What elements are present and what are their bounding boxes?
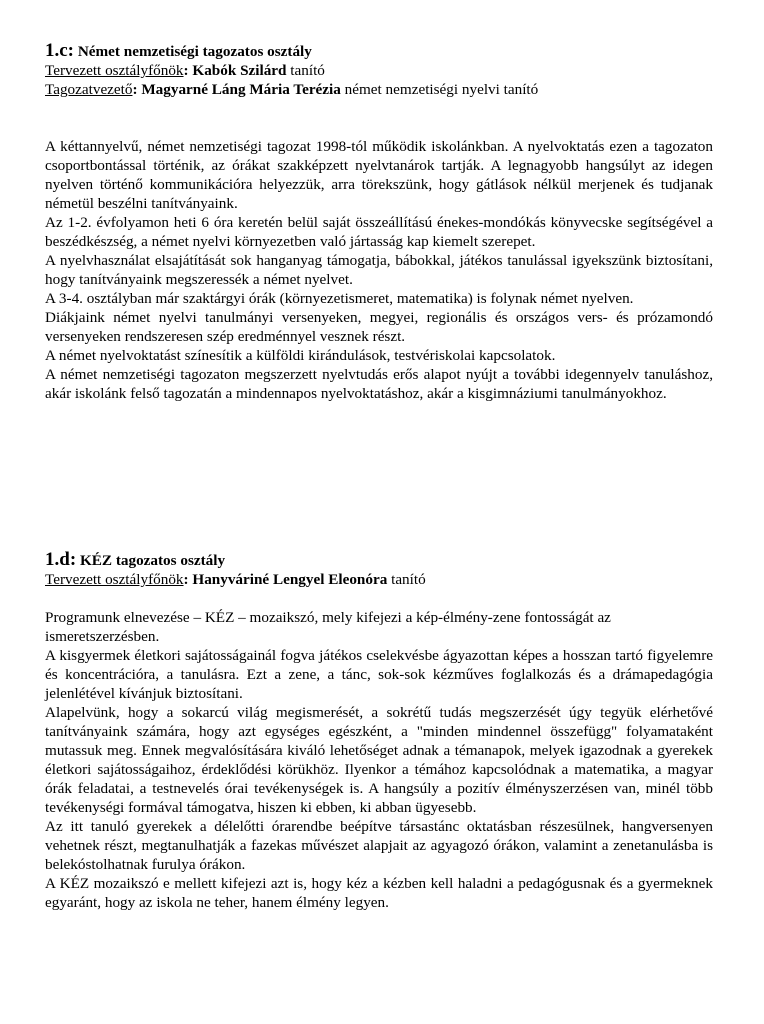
paragraph: A német nyelvoktatást színesítik a külföldi kirándulások, testvériskolai kapcsolatok. <box>45 347 556 364</box>
class-teacher-colon: : <box>183 62 193 79</box>
class-teacher-line <box>45 61 713 80</box>
class-teacher-role: tanító <box>391 571 426 588</box>
class-teacher-label: Tervezett osztályfőnök <box>45 571 184 588</box>
paragraph: Alapelvünk, hogy a sokarcú világ megismerését, a sokrétű tudás megszerzését úgy tegyük elérhetővé tanítványaink számára, hogy azt egységes egészként, a "minden mindennel összefügg" folyamataként mutassuk meg. Ennek megvalósítására kiváló lehetőséget adnak a témanapok, melyek igazodnak a gyerekek életkori sajátosságaihoz, érdeklődési körükhöz. Ilyenkor a témához kapcsolódnak a matematika, a magyar órák feladatai, a testnevelés órai tevékenységek is. A hangsúly a pozitív élményszerzésen van, minél több tevékenységi formával támogatva, hiszen ki ebben, ki abban ügyesebb. <box>45 704 713 816</box>
paragraph: Programunk elnevezése – KÉZ – mozaikszó, mely kifejezi a kép-élmény-zene fontosságát az ismeretszerzésben. <box>45 609 611 645</box>
class-teacher-role: tanító <box>290 62 325 79</box>
paragraph: Az 1-2. évfolyamon heti 6 óra keretén belül saját összeállítású énekes-mondókás könyvecske segítségével a beszédkészség, a német nyelvi környezetben való jártasság kap kiemelt szerepet. <box>45 214 713 250</box>
paragraph: A nyelvhasználat elsajátítását sok hanganyag támogatja, bábokkal, játékos tanulással igyekszünk biztosítani, hogy tanítványaink megszeressék a német nyelvet. <box>45 252 713 288</box>
class-teacher-line <box>45 570 713 589</box>
section-leader-name: Magyarné Láng Mária Terézia <box>141 81 341 98</box>
class-teacher-label: Tervezett osztályfőnök <box>45 62 184 79</box>
section-heading <box>45 41 713 61</box>
paragraph: A kéttannyelvű, német nemzetiségi tagozat 1998-tól működik iskolánkban. A nyelvoktatás ezen a tagozaton csoportbontással történik, az órákat szakképzett nyelvtanárok tartják. A legnagyobb hangsúlyt az idegen nyelven történő kommunikációra helyezzük, arra törekszünk, hogy gátlások nélkül merjenek és tudjanak németül beszélni tanítványaink. <box>45 138 713 212</box>
paragraph: A német nemzetiségi tagozaton megszerzett nyelvtudás erős alapot nyújt a további idegennyelv tanuláshoz, akár iskolánk felső tagozatán a mindennapos nyelvoktatáshoz, akár a kisgimnáziumi tanulmányokhoz. <box>45 366 713 402</box>
section-number: 1.c: <box>45 40 75 61</box>
class-teacher-name: Kabók Szilárd <box>192 62 287 79</box>
section-body <box>45 608 713 912</box>
paragraph: A 3-4. osztályban már szaktárgyi órák (környezetismeret, matematika) is folynak német nyelven. <box>45 290 634 307</box>
paragraph: A KÉZ mozaikszó e mellett kifejezi azt is, hogy kéz a kézben kell haladni a pedagógusnak és a gyermeknek egyaránt, hogy az iskola ne teher, hanem élmény legyen. <box>45 875 713 911</box>
section-leader-label: Tagozatvezető <box>45 81 133 98</box>
paragraph: Diákjaink német nyelvi tanulmányi versenyeken, megyei, regionális és országos vers- és prózamondó versenyeken rendszeresen szép eredménnyel vesznek részt. <box>45 309 713 345</box>
paragraph: Az itt tanuló gyerekek a délelőtti órarendbe beépítve társastánc oktatásban részesülnek, hangversenyen vehetnek részt, megtanulhatják a fazekas művészet alapjait az agyagozó órákon, valamint a zenetanulásba is belekóstolhatnak furulya órákon. <box>45 818 713 873</box>
class-teacher-colon: : <box>183 571 193 588</box>
section-number: 1.d: <box>45 549 77 570</box>
paragraph: A kisgyermek életkori sajátosságainál fogva játékos cselekvésbe ágyazottan képes a hosszan tartó figyelemre és koncentrációra, a tanulásra. Ezt a zene, a tánc, sok-sok kézműves foglalkozás és a drámapedagógia jelenlétével kívánjuk biztosítani. <box>45 647 713 702</box>
class-teacher-name: Hanyváriné Lengyel Eleonóra <box>192 571 388 588</box>
section-heading <box>45 550 713 570</box>
section-leader-colon: : <box>132 81 142 98</box>
section-body <box>45 137 713 403</box>
section-title: Német nemzetiségi tagozatos osztály <box>77 43 312 60</box>
section-german-class <box>45 41 713 403</box>
section-leader-role: német nemzetiségi nyelvi tanító <box>344 81 539 98</box>
section-kez-class <box>45 550 713 912</box>
section-title: KÉZ tagozatos osztály <box>79 552 226 569</box>
section-leader-line <box>45 80 713 99</box>
